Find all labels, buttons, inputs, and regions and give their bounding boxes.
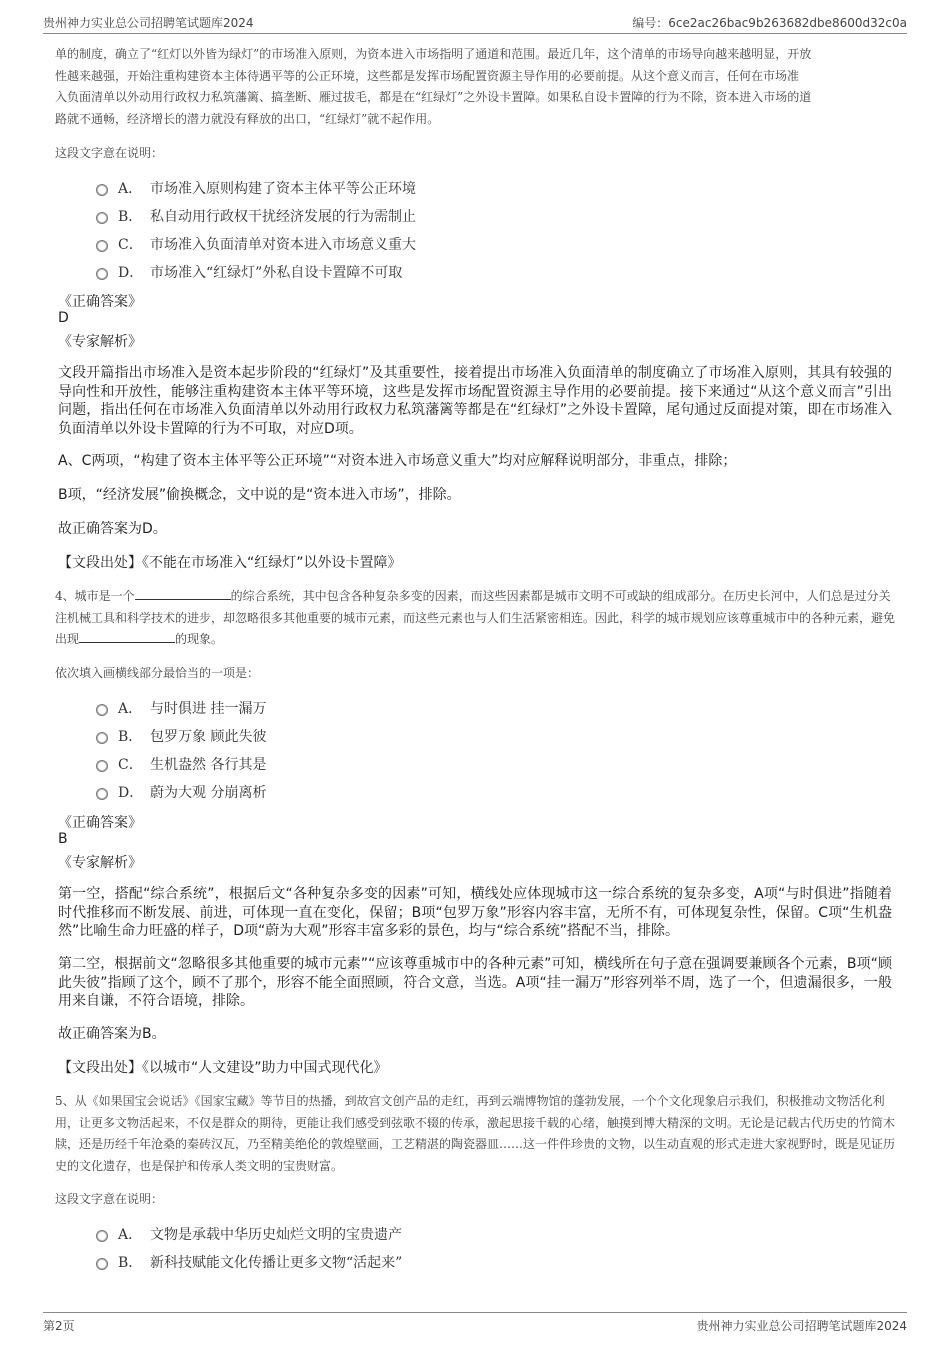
option-text: 蔚为大观 分崩离析	[150, 785, 267, 801]
q4-analysis-paragraph: 第一空，搭配“综合系统”，根据后文“各种复杂多变的因素”可知，横线处应体现城市这一综合系统的复杂多变，A项“与时俱进”指随着时代推移而不断发展、前进，可体现一直在变化，保留；B项“包罗万象”形容内容丰富，无所不有，可体现复杂性，保留。C项“生机盎然”比喻生命力旺盛的样子，D项“蔚为大观”形容丰富多彩的景色，均与“综合系统”搭配不当，排除。	[58, 886, 892, 939]
q4-option-b[interactable]	[96, 726, 266, 746]
radio-icon[interactable]	[96, 184, 108, 196]
q3-option-a[interactable]	[96, 178, 416, 198]
option-letter: B．	[118, 729, 143, 745]
page-header	[43, 14, 907, 34]
q3-passage-line: 入负面清单以外动用行政权力私筑藩篱、搞垄断、雁过拔毛，都是在“红绿灯”之外设卡置障。如果私自设卡置障的行为不除，资本进入市场的道	[55, 90, 812, 104]
option-text: 私自动用行政权干扰经济发展的行为需制止	[150, 209, 416, 225]
radio-icon[interactable]	[96, 212, 108, 224]
option-text: 市场准入原则构建了资本主体平等公正环境	[150, 181, 416, 197]
q4-number: 4、	[55, 589, 75, 603]
q3-source: 【文段出处】《不能在市场准入“红绿灯”以外设卡置障》	[58, 555, 402, 571]
q3-passage-line: 单的制度，确立了“红灯以外皆为绿灯”的市场准入原则，为资本进入市场指明了通道和范围。最近几年，这个清单的市场导向越来越明显，开放	[55, 47, 812, 61]
q5-option-b[interactable]	[96, 1252, 402, 1272]
radio-icon[interactable]	[96, 240, 108, 252]
q4-answer: B	[58, 831, 68, 847]
radio-icon[interactable]	[96, 1230, 108, 1242]
q3-stem: 这段文字意在说明：	[55, 146, 164, 160]
option-letter: A．	[118, 701, 143, 717]
q3-answer: D	[58, 310, 69, 326]
radio-icon[interactable]	[96, 704, 108, 716]
option-text: 文物是承载中华历史灿烂文明的宝贵遗产	[150, 1227, 402, 1243]
option-letter: C．	[118, 757, 143, 773]
option-text: 市场准入负面清单对资本进入市场意义重大	[150, 237, 416, 253]
q4-analysis-paragraph: 第二空，根据前文“忽略很多其他重要的城市元素”“应该尊重城市中的各种元素”可知，横线所在句子意在强调要兼顾各个元素，B项“顾此失彼”指顾了这个，顾不了那个，形容不能全面照顾，符合文意，当选。A项“挂一漏万”形容列举不周，选了一个，但遗漏很多，一般用来自谦，不符合语境，排除。	[58, 956, 892, 1009]
option-letter: C．	[118, 237, 143, 253]
radio-icon[interactable]	[96, 732, 108, 744]
fill-blank	[135, 587, 231, 600]
page-footer	[43, 1312, 907, 1335]
q3-passage	[55, 44, 898, 130]
q4-passage-text: 的现象。	[175, 632, 224, 646]
q5-number: 5、	[55, 1094, 75, 1108]
q5-passage	[55, 1091, 898, 1177]
radio-icon[interactable]	[96, 760, 108, 772]
option-letter: A．	[118, 1227, 143, 1243]
q4-option-d[interactable]	[96, 782, 266, 802]
option-text: 生机盎然 各行其是	[150, 757, 267, 773]
q3-option-b[interactable]	[96, 206, 416, 226]
option-letter: A．	[118, 181, 143, 197]
q4-analysis-paragraph: 故正确答案为B。	[58, 1026, 166, 1042]
q4-passage-text: 城市是一个	[74, 589, 135, 603]
q4-source: 【文段出处】《以城市“人文建设”助力中国式现代化》	[58, 1060, 388, 1076]
q4-analysis-label: 《专家解析》	[58, 855, 142, 871]
q3-analysis-paragraph: 故正确答案为D。	[58, 521, 167, 537]
footer-title: 贵州神力实业总公司招聘笔试题库2024	[696, 1319, 907, 1333]
option-letter: D．	[118, 265, 144, 281]
option-letter: D．	[118, 785, 144, 801]
q4-option-c[interactable]	[96, 754, 266, 774]
q3-option-d[interactable]	[96, 262, 402, 282]
option-text: 新科技赋能文化传播让更多文物“活起来”	[150, 1255, 403, 1271]
header-title: 贵州神力实业总公司招聘笔试题库2024	[43, 16, 254, 30]
header-serial: 编号：6ce2ac26bac9b263682dbe8600d32c0a	[632, 16, 907, 30]
q4-stem: 依次填入画横线部分最恰当的一项是：	[55, 666, 260, 680]
option-text: 与时俱进 挂一漏万	[150, 701, 267, 717]
page-number: 第2页	[43, 1319, 75, 1333]
fill-blank	[79, 630, 175, 643]
q3-analysis-paragraph: B项，“经济发展”偷换概念，文中说的是“资本进入市场”，排除。	[58, 487, 461, 503]
option-text: 市场准入“红绿灯”外私自设卡置障不可取	[150, 265, 403, 281]
q3-analysis-paragraph: 文段开篇指出市场准入是资本起步阶段的“红绿灯”及其重要性，接着提出市场准入负面清单的制度确立了市场准入原则，其具有较强的导向性和开放性，能够注重构建资本主体平等环境，这些是发挥市场配置资源主导作用的必要前提。接下来通过“从这个意义而言”引出问题，指出任何在市场准入负面清单以外动用行政权力私筑藩篱等都是在“红绿灯”之外设卡置障，尾句通过反面提对策，即在市场准入负面清单以外设卡置障的行为不可取，对应D项。	[58, 365, 892, 437]
q3-option-c[interactable]	[96, 234, 416, 254]
q4-passage-text: 的综合系统，其中包含各种复杂多变的因素，而这些因素都是城市文明不可或缺的组成部分。在历史长河中，人们总是过分关注机械工具和科学技术的进步，却忽略很多其他重要的城市元素，而这些元素也与人们生活紧密相连。因此，科学的城市规划应该尊重城市中的各种元素，避免出现	[55, 589, 896, 646]
option-letter: B．	[118, 1255, 143, 1271]
q3-passage-line: 路就不通畅，经济增长的潜力就没有释放的出口，“红绿灯”就不起作用。	[55, 111, 440, 126]
q4-answer-label: 《正确答案》	[58, 815, 142, 831]
q5-option-a[interactable]	[96, 1224, 402, 1244]
radio-icon[interactable]	[96, 268, 108, 280]
option-text: 包罗万象 顾此失彼	[150, 729, 267, 745]
q5-passage-text: 从《如果国宝会说话》《国家宝藏》等节目的热播，到故宫文创产品的走红，再到云端博物馆的蓬勃发展，一个个文化现象启示我们，积极推动文物活化利用，让更多文物活起来，不仅是群众的期待，更能让我们感受到弦歌不辍的传承，激起思接千载的心绪，触摸到博大精深的文明。无论是记载古代历史的竹简木牍，还是历经千年沧桑的秦砖汉瓦，乃至精美绝伦的敦煌壁画，工艺精湛的陶瓷器皿……这一件件珍贵的文物，以生动直观的形式走进大家视野时，既是见证历史的文化遗存，也是保护和传承人类文明的宝贵财富。	[55, 1094, 896, 1173]
radio-icon[interactable]	[96, 788, 108, 800]
q4-passage	[55, 586, 898, 651]
q3-passage-line: 性越来越强，开始注重构建资本主体待遇平等的公正环境，这些都是发挥市场配置资源主导作用的必要前提。从这个意义而言，任何在市场准	[55, 68, 800, 83]
q3-answer-label: 《正确答案》	[58, 294, 142, 310]
option-letter: B．	[118, 209, 143, 225]
q3-analysis-label: 《专家解析》	[58, 334, 142, 350]
q3-analysis-paragraph: A、C两项，“构建了资本主体平等公正环境”“对资本进入市场意义重大”均对应解释说明部分，非重点，排除；	[58, 453, 737, 469]
radio-icon[interactable]	[96, 1258, 108, 1270]
q5-stem: 这段文字意在说明：	[55, 1192, 164, 1206]
q4-option-a[interactable]	[96, 698, 266, 718]
